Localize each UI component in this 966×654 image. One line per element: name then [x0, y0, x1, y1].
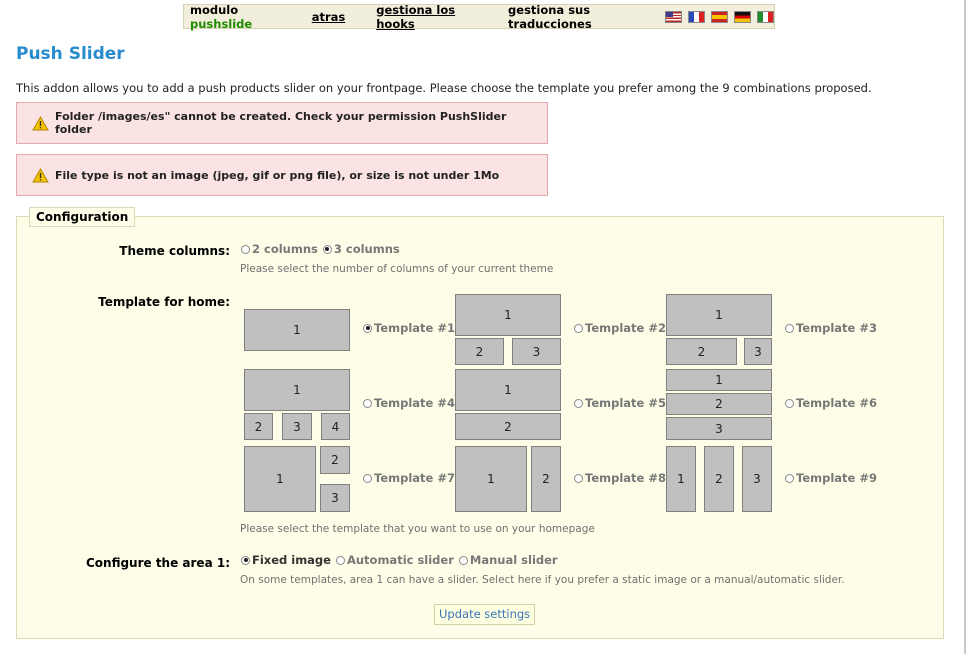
- area1-label: Configure the area 1:: [85, 556, 230, 570]
- template-8-radio[interactable]: Template #8: [574, 471, 666, 485]
- area-box: 1: [666, 369, 772, 391]
- template-3-radio[interactable]: Template #3: [785, 321, 877, 335]
- area-box: 2: [666, 338, 737, 365]
- module-brand: modulo pushslide: [190, 2, 253, 31]
- update-settings-button[interactable]: Update settings: [434, 604, 535, 625]
- area-box: 4: [321, 413, 350, 440]
- page-title: Push Slider: [16, 44, 125, 64]
- module-topbar: [183, 4, 775, 29]
- radio-circle[interactable]: [459, 556, 468, 565]
- template-5-radio[interactable]: Template #5: [574, 396, 666, 410]
- theme-columns-help: Please select the number of columns of your current theme: [240, 263, 554, 275]
- radio-circle[interactable]: [336, 556, 345, 565]
- configuration-legend: Configuration: [29, 207, 135, 227]
- area-box: 3: [282, 413, 312, 440]
- fixed-image-radio[interactable]: Fixed image: [241, 553, 331, 567]
- columns-3-radio[interactable]: 3 columns: [323, 242, 400, 256]
- area-box: 1: [244, 446, 316, 512]
- alert-message: Folder /images/es" cannot be created. Check your permission PushSlider folder: [55, 110, 507, 136]
- flag-de-icon[interactable]: [734, 11, 751, 23]
- error-alert: [16, 154, 548, 196]
- theme-columns-label: Theme columns:: [119, 244, 230, 258]
- radio-circle[interactable]: [785, 399, 794, 408]
- area-box: 3: [666, 417, 772, 440]
- radio-circle[interactable]: [363, 399, 372, 408]
- back-link[interactable]: atras: [311, 9, 346, 24]
- automatic-slider-radio[interactable]: Automatic slider: [336, 553, 454, 567]
- warning-icon: [32, 168, 49, 183]
- area-box: 1: [244, 309, 350, 351]
- area-box: 1: [455, 369, 561, 411]
- area-box: 1: [666, 294, 772, 336]
- template-home-label: Template for home:: [98, 295, 230, 309]
- area-box: 2: [666, 393, 772, 415]
- area1-options: [241, 553, 563, 567]
- area-box: 2: [320, 446, 350, 474]
- area-box: 1: [244, 369, 350, 411]
- area-box: 3: [320, 484, 350, 512]
- radio-circle[interactable]: [241, 245, 250, 254]
- radio-circle[interactable]: [574, 474, 583, 483]
- template-1-radio[interactable]: Template #1: [363, 321, 455, 335]
- area-box: 1: [455, 446, 527, 512]
- warning-icon: [32, 116, 49, 131]
- radio-circle[interactable]: [241, 556, 250, 565]
- area-box: 2: [455, 338, 504, 365]
- template-9-radio[interactable]: Template #9: [785, 471, 877, 485]
- page-intro: This addon allows you to add a push products slider on your frontpage. Please choose the template you prefer among the 9 combinations proposed.: [16, 81, 872, 95]
- area-box: 2: [704, 446, 734, 512]
- area-box: 3: [744, 338, 772, 365]
- radio-circle[interactable]: [363, 474, 372, 483]
- area-box: 3: [512, 338, 561, 365]
- radio-circle[interactable]: [363, 324, 372, 333]
- area-box: 2: [531, 446, 561, 512]
- flag-es-icon[interactable]: [711, 11, 728, 23]
- columns-2-radio[interactable]: 2 columns: [241, 242, 318, 256]
- template-home-help: Please select the template that you want to use on your homepage: [240, 523, 595, 535]
- template-7-radio[interactable]: Template #7: [363, 471, 455, 485]
- language-flags: [665, 11, 774, 23]
- radio-circle[interactable]: [785, 324, 794, 333]
- area-box: 1: [455, 294, 561, 336]
- flag-fr-icon[interactable]: [688, 11, 705, 23]
- radio-circle[interactable]: [574, 324, 583, 333]
- radio-circle[interactable]: [785, 474, 794, 483]
- error-alert: [16, 102, 548, 144]
- manual-slider-radio[interactable]: Manual slider: [459, 553, 558, 567]
- area-box: 1: [666, 446, 696, 512]
- template-4-radio[interactable]: Template #4: [363, 396, 455, 410]
- area1-help: On some templates, area 1 can have a slider. Select here if you prefer a static image or a manual/automatic slider.: [240, 574, 845, 586]
- template-6-radio[interactable]: Template #6: [785, 396, 877, 410]
- radio-circle[interactable]: [323, 245, 332, 254]
- manage-hooks-link[interactable]: gestiona los hooks: [376, 2, 456, 31]
- area-box: 3: [742, 446, 772, 512]
- flag-us-icon[interactable]: [665, 11, 682, 23]
- area-box: 2: [455, 413, 561, 440]
- theme-columns-options: [241, 242, 405, 256]
- radio-circle[interactable]: [574, 399, 583, 408]
- translations-label: gestiona sus traducciones: [508, 2, 592, 31]
- alert-message: File type is not an image (jpeg, gif or png file), or size is not under 1Mo: [55, 168, 500, 182]
- area-box: 2: [244, 413, 273, 440]
- flag-it-icon[interactable]: [757, 11, 774, 23]
- template-2-radio[interactable]: Template #2: [574, 321, 666, 335]
